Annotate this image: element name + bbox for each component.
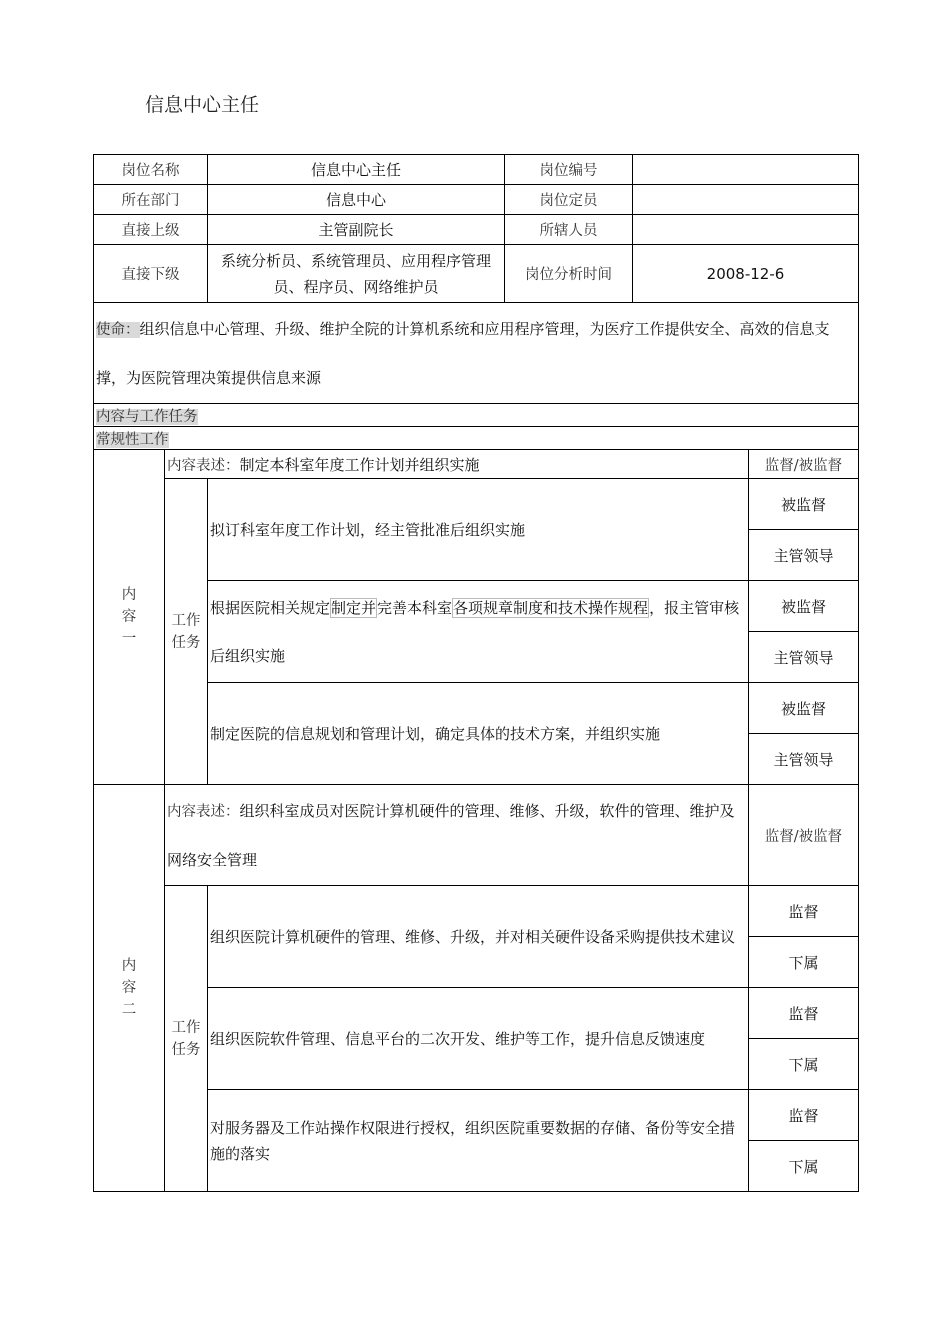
department-value: 信息中心 xyxy=(208,185,505,215)
relation-cell: 主管领导 xyxy=(749,734,859,785)
task-row xyxy=(94,1090,859,1141)
mission-row xyxy=(94,303,859,404)
position-number-value xyxy=(633,155,859,185)
header-row xyxy=(94,215,859,245)
task-row xyxy=(94,988,859,1039)
relation-cell: 被监督 xyxy=(749,683,859,734)
task-text xyxy=(208,581,749,683)
section-row xyxy=(94,427,859,450)
relation-cell: 下属 xyxy=(749,1141,859,1192)
relation-cell: 监督 xyxy=(749,1090,859,1141)
desc-prefix: 内容表述： xyxy=(167,803,240,820)
relation-cell: 主管领导 xyxy=(749,632,859,683)
position-number-label: 岗位编号 xyxy=(505,155,633,185)
task-text: 组织医院软件管理、信息平台的二次开发、维护等工作，提升信息反馈速度 xyxy=(208,988,749,1090)
relation-cell: 主管领导 xyxy=(749,530,859,581)
analysis-date-value: 2008-12-6 xyxy=(633,245,859,303)
relation-cell: 下属 xyxy=(749,1039,859,1090)
analysis-date-label: 岗位分析时间 xyxy=(505,245,633,303)
position-name-label: 岗位名称 xyxy=(94,155,208,185)
content-one-label: 内 容 一 xyxy=(94,450,165,785)
content-two-desc xyxy=(165,785,749,886)
content-desc-row xyxy=(94,450,859,479)
desc-prefix: 内容表述： xyxy=(167,457,240,474)
task-label: 工作 任务 xyxy=(165,479,208,785)
task-row xyxy=(94,479,859,530)
header-row xyxy=(94,155,859,185)
task-text: 拟订科室年度工作计划，经主管批准后组织实施 xyxy=(208,479,749,581)
task-text: 组织医院计算机硬件的管理、维修、升级，并对相关硬件设备采购提供技术建议 xyxy=(208,886,749,988)
routine-cell xyxy=(94,427,859,450)
content-tasks-heading: 内容与工作任务 xyxy=(96,408,198,425)
task-text: 对服务器及工作站操作权限进行授权，组织医院重要数据的存储、备份等安全措施的落实 xyxy=(208,1090,749,1192)
task-text-part: 制定并 xyxy=(331,598,377,617)
routine-heading: 常规性工作 xyxy=(96,431,169,448)
subordinates-label: 直接下级 xyxy=(94,245,208,303)
desc-text: 组织科室成员对医院计算机硬件的管理、维修、升级，软件的管理、维护及网络安全管理 xyxy=(167,801,735,869)
page-title: 信息中心主任 xyxy=(145,94,260,116)
desc-text: 制定本科室年度工作计划并组织实施 xyxy=(239,455,480,474)
header-row xyxy=(94,185,859,215)
relation-cell: 被监督 xyxy=(749,581,859,632)
task-row xyxy=(94,886,859,937)
superior-value: 主管副院长 xyxy=(208,215,505,245)
superior-label: 直接上级 xyxy=(94,215,208,245)
task-text-part: ，报主管审核后组织实施 xyxy=(210,598,740,665)
task-text-part: 各项规章制度和技术操作规程 xyxy=(453,598,649,617)
task-row xyxy=(94,581,859,632)
supervise-header: 监督/被监督 xyxy=(749,785,859,886)
section-row xyxy=(94,404,859,427)
content-two-label: 内 容 二 xyxy=(94,785,165,1192)
staff-value xyxy=(633,215,859,245)
mission-text: 组织信息中心管理、升级、维护全院的计算机系统和应用程序管理，为医疗工作提供安全、高效的信息支撑，为医院管理决策提供信息来源 xyxy=(96,319,830,387)
content-tasks-cell xyxy=(94,404,859,427)
relation-cell: 监督 xyxy=(749,886,859,937)
relation-cell: 被监督 xyxy=(749,479,859,530)
subordinates-value: 系统分析员、系统管理员、应用程序管理员、程序员、网络维护员 xyxy=(208,245,505,303)
relation-cell: 下属 xyxy=(749,937,859,988)
staff-label: 所辖人员 xyxy=(505,215,633,245)
department-label: 所在部门 xyxy=(94,185,208,215)
task-text-part: 完善本科室 xyxy=(377,598,453,617)
task-label: 工作 任务 xyxy=(165,886,208,1192)
mission-cell xyxy=(94,303,859,404)
task-text-part: 根据医院相关规定 xyxy=(210,598,331,617)
mission-label: 使命： xyxy=(96,321,140,338)
headcount-value xyxy=(633,185,859,215)
relation-cell: 监督 xyxy=(749,988,859,1039)
task-text: 制定医院的信息规划和管理计划，确定具体的技术方案，并组织实施 xyxy=(208,683,749,785)
task-row xyxy=(94,683,859,734)
headcount-label: 岗位定员 xyxy=(505,185,633,215)
job-table xyxy=(93,154,859,1192)
position-name-value: 信息中心主任 xyxy=(208,155,505,185)
content-one-desc xyxy=(165,450,749,479)
content-desc-row xyxy=(94,785,859,886)
supervise-header: 监督/被监督 xyxy=(749,450,859,479)
job-description-form xyxy=(93,154,858,1192)
header-row xyxy=(94,245,859,303)
